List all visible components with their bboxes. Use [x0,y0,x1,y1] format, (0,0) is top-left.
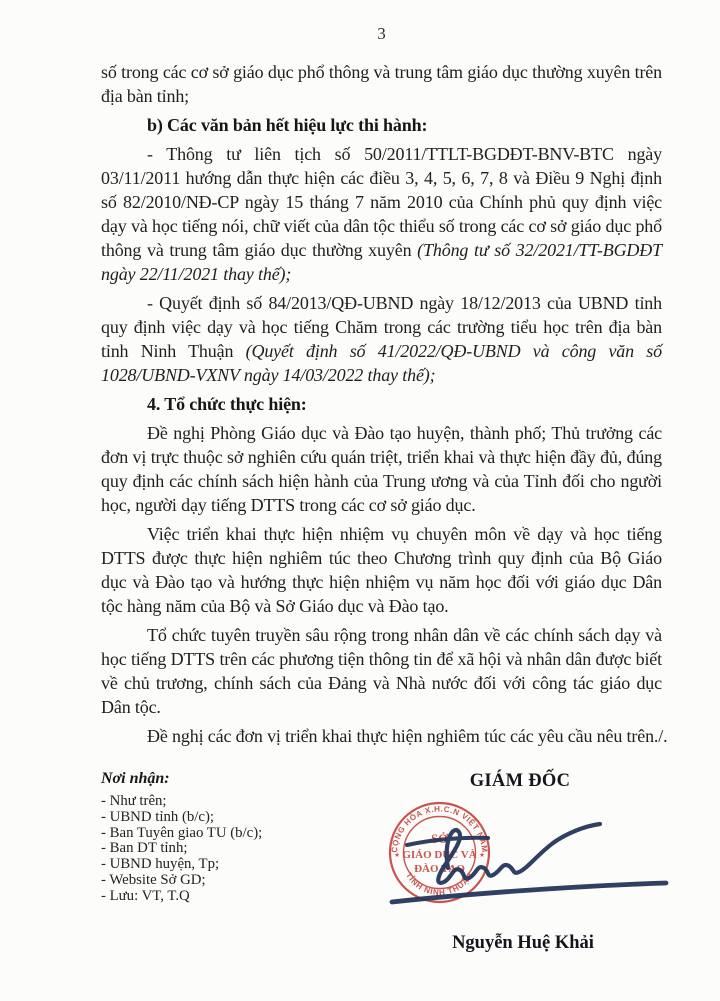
paragraph-decision [101,291,662,387]
paragraph-implementation-2: Việc triển khai thực hiện nhiệm vụ chuyên môn về dạy và học tiếng DTTS được thực hiện nghiêm túc theo Chương trình quy định của Bộ Giáo dục và Đào tạo và hướng thực hiện nhiệm vụ năm học đối với giáo dục Dân tộc hàng năm của Bộ và Sở Giáo dục và Đào tạo. [101,524,662,616]
stamp-arc-top-text: CỘNG HÒA X.H.C.N VIỆT NAM [389,804,490,854]
recipient-item: - Ban Tuyên giao TU (b/c); [101,824,263,841]
signature-flourish [438,824,600,883]
paragraph-circular-text: - Thông tư liên tịch số 50/2011/TTLT-BGDĐT-BNV-BTC ngày 03/11/2011 hướng dẫn thực hiện các điều 3, 4, 5, 6, 7, 8 và Điều 9 Nghị định số 82/2010/NĐ-CP ngày 15 tháng 7 năm 2010 của Chính phủ quy định việc dạy và học tiếng nói, chữ viết của dân tộc thiểu số trong các cơ sở giáo dục phổ thông và trung tâm giáo dục thường xuyên [101,144,662,260]
stamp-center-line2: GIÁO DỤC VÀ [402,849,477,861]
paragraph-decision-text: - Quyết định số 84/2013/QĐ-UBND ngày 18/12/2013 của UBND tỉnh quy định việc dạy và học tiếng Chăm trong các trường tiểu học trên địa bàn tỉnh Ninh Thuận [101,293,662,361]
paragraph-continuation: số trong các cơ sở giáo dục phổ thông và trung tâm giáo dục thường xuyên trên địa bàn tỉnh; [101,62,662,106]
signer-title: GIÁM ĐỐC [469,771,571,791]
signature-scribble-icon [385,798,680,913]
stamp-star-left-icon: ★ [394,852,400,859]
signer-name: Nguyễn Huệ Khải [452,933,594,953]
paragraph-decision-note: (Quyết định số 41/2022/QĐ-UBND và công văn số 1028/UBND-VXNV ngày 14/03/2022 thay thế); [101,341,662,385]
stamp-center-line3: ĐÀO TẠO [414,863,465,875]
signature-underline [392,883,666,902]
paragraph-circular-note: (Thông tư số 32/2021/TT-BGDĐT ngày 22/11/2021 thay thế); [101,240,662,284]
paragraph-closing: Đề nghị các đơn vị triển khai thực hiện nghiêm túc các yêu cầu nêu trên./. [147,726,668,746]
recipient-item: - Website Sở GD; [101,871,206,888]
paragraph-circular [101,142,662,286]
heading-implementation: 4. Tổ chức thực hiện: [147,394,307,414]
recipient-item: - UBND tỉnh (b/c); [101,808,215,825]
stamp-star-right-icon: ★ [479,852,485,859]
recipients-list [101,794,341,905]
stamp-center-line1: SỞ [431,832,448,846]
recipient-item: - Như trên; [101,793,167,809]
heading-expired-documents: b) Các văn bản hết hiệu lực thi hành: [147,115,428,135]
recipient-item: - UBND huyện, Tp; [101,856,220,873]
page-number: 3 [377,24,386,43]
recipients-block [101,770,341,905]
stamp-arc-bottom-text: TỈNH NINH THUẬN [404,870,476,898]
recipients-heading: Nơi nhận: [101,770,170,787]
recipient-item: - Lưu: VT, T.Q [101,887,190,904]
document-body [101,60,668,753]
paragraph-implementation-1: Đề nghị Phòng Giáo dục và Đào tạo huyện, thành phố; Thủ trưởng các đơn vị trực thuộc sở nghiên cứu quán triệt, triển khai và thực hiện đầy đủ, đúng quy định các chính sách hiện hành của Trung ương và của Tỉnh đối cho người học, người dạy tiếng DTTS trong các cơ sở giáo dục. [101,423,662,515]
recipient-item: - Ban DT tỉnh; [101,840,188,857]
paragraph-implementation-3: Tổ chức tuyên truyền sâu rộng trong nhân dân về các chính sách dạy và học tiếng DTTS trên các phương tiện thông tin để xã hội và nhân dân được biết về chủ trương, chính sách của Đảng và Nhà nước đối với công tác giáo dục Dân tộc. [101,625,662,717]
